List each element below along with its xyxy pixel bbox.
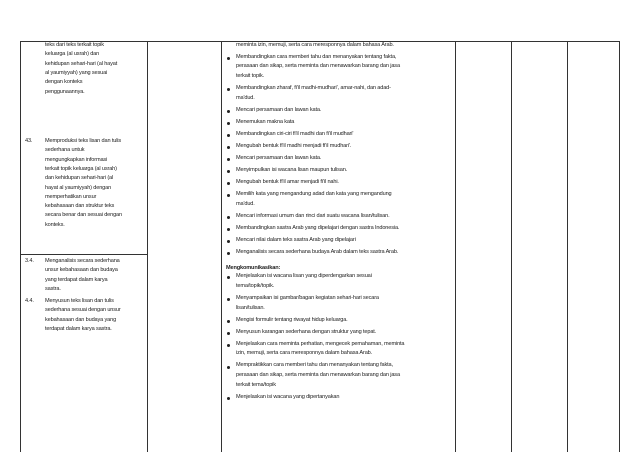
kd-line: kebahasaan dan struktur teks: [45, 203, 115, 210]
activities-cell: [226, 42, 454, 452]
activity-line: lisan/tulisan.: [236, 304, 265, 311]
kd-line: unsur kebahasaan dan budaya: [45, 267, 118, 274]
table-divider-4: [511, 41, 512, 452]
activity-line: Membandingkan cara memberi tahu dan menanyakan tentang fakta,: [236, 53, 397, 60]
bullet-icon: [227, 110, 230, 113]
bullet-icon: [227, 57, 230, 60]
kd-line: memperhatikan unsur: [45, 193, 97, 200]
kd-cell-lower: [25, 258, 145, 338]
activity-line: Mencari informasi umum dan rinci dari suatu wacana lisan/tulisan.: [236, 212, 390, 219]
kd-line: terdapat dalam karya sastra.: [45, 325, 112, 332]
activity-line: Memilih kata yang mengandung adad dan kata yang mengandung: [236, 191, 392, 197]
bullet-icon: [227, 134, 230, 137]
bullet-icon: [227, 366, 230, 369]
activity-line: Mencari persamaan dan lawan kata.: [236, 107, 322, 113]
bullet-icon: [227, 332, 230, 335]
bullet-icon: [227, 228, 230, 231]
bullet-icon: [227, 146, 230, 149]
activity-line: Mempraktikkan cara memberi tahu dan menanyakan tentang fakta,: [236, 362, 393, 369]
kd-line: teks dari teks terkait topik: [45, 42, 104, 48]
bullet-icon: [227, 170, 230, 173]
kd-line: kebahasaan dan budaya yang: [45, 316, 117, 323]
kd-line: Menyusun teks lisan dan tulis: [45, 298, 114, 304]
activity-line: Mencari nilai dalam teks sastra Arab yang dipelajari: [236, 236, 356, 243]
kd-line: mengungkapkan informasi: [45, 156, 108, 163]
activity-line: Membandingkan sastra Arab yang dipelajari dengan sastra Indonesia.: [236, 224, 400, 231]
kd-line: secara benar dan sesuai dengan: [45, 212, 122, 219]
bullet-icon: [227, 320, 230, 323]
activity-line: perasaan dan sikap, serta meminta dan menawarkan barang dan jasa: [236, 372, 400, 379]
table-divider-3: [455, 41, 456, 452]
bullet-icon: [227, 216, 230, 219]
bullet-icon: [227, 122, 230, 125]
activity-line: Menyusun karangan sederhana dengan struktur yang tepat.: [236, 328, 377, 335]
bullet-icon: [227, 252, 230, 255]
kd-line: al yaumiyyah) yang sesuai: [45, 69, 108, 76]
kd-line: hayat al yaumiyyah) dengan: [45, 184, 112, 191]
table-border-left: [20, 41, 21, 452]
kd-line: sastra.: [45, 285, 61, 292]
kd-line: konteks.: [45, 221, 65, 228]
kd-number: 3.4.: [25, 258, 34, 264]
kd-line: terkait topik keluarga (al usrah): [45, 165, 117, 172]
kd-line: dan kehidupan sehari-hari (al: [45, 175, 114, 182]
activity-line: izin, memuji, serta cara meresponnya dalam bahasa Arab.: [236, 350, 373, 357]
kd-number: 4.4.: [25, 298, 34, 304]
activity-line: ma'dud.: [236, 95, 255, 101]
table-border-right: [619, 41, 620, 452]
bullet-icon: [227, 88, 230, 91]
kd-line: dengan konteks: [45, 79, 83, 86]
table-divider-5: [567, 41, 568, 452]
activity-line: Menyimpulkan isi wacana lisan maupun tulisan.: [236, 167, 348, 173]
activity-line: Menjelaskan isi wacana yang dipertanyakan: [236, 393, 340, 400]
bullet-icon: [227, 240, 230, 243]
bullet-icon: [227, 276, 230, 279]
bullet-icon: [227, 182, 230, 185]
bullet-icon: [227, 194, 230, 197]
activity-line: Menjelaskan isi wacana lisan yang diperdengarkan sesuai: [236, 273, 372, 280]
bullet-icon: [227, 344, 230, 347]
section-heading: Mengkomunikasikan:: [226, 264, 281, 271]
kd-line: yang terdapat dalam karya: [45, 276, 108, 283]
activity-line: tema/topik/topik.: [236, 283, 275, 289]
activity-line: Mengubah bentuk fi'il madhi menjadi fi'il mudhari'.: [236, 143, 352, 149]
activity-intro-line: meminta izin, memuji, serta cara meresponnya dalam bahasa Arab.: [236, 42, 394, 48]
kd-line: Memproduksi teks lisan dan tulis: [45, 138, 122, 144]
activity-line: Menemukan makna kata: [236, 119, 295, 125]
kd-number: 43.: [25, 138, 33, 144]
activity-line: Mengisi formulir tentang riwayat hidup keluarga.: [236, 316, 348, 323]
activity-line: Mengubah bentuk fi'il amar menjadi fi'il nahi.: [236, 179, 339, 185]
kd-line: Menganalisis secara sederhana: [45, 258, 120, 264]
kd-cell-upper: [25, 42, 145, 252]
kd-line: sederhana untuk: [45, 147, 85, 154]
bullet-icon: [227, 397, 230, 400]
row-divider: [20, 254, 148, 255]
activity-line: ma'dud.: [236, 200, 255, 207]
activity-line: perasaan dan sikap, serta meminta dan menawarkan barang dan jasa: [236, 63, 400, 70]
bullet-icon: [227, 158, 230, 161]
activity-line: Menjelaskan cara meminta perhatian, mengecek pemahaman, meminta: [236, 340, 405, 347]
kd-line: penggunaannya.: [45, 88, 85, 95]
bullet-icon: [227, 298, 230, 301]
activity-line: Mencari persamaan dan lawan kata.: [236, 155, 322, 161]
activity-line: Membandingkan ciri-ciri fi'il madhi dan fi'il mudhari': [236, 131, 354, 137]
activity-line: Menganalisis secara sederhana budaya Arab dalam teks sastra Arab.: [236, 248, 399, 255]
table-divider-1: [147, 41, 148, 452]
kd-line: keluarga (al usrah) dan: [45, 51, 100, 58]
activity-line: Membandingkan zharaf, fi'il madhi-mudhari', amar-nahi, dan adad-: [236, 85, 391, 92]
activity-line: Menyampaikan isi gambar/bagan kegiatan sehari-hari secara: [236, 295, 379, 301]
activity-line: terkait topik.: [236, 73, 265, 79]
activity-line: terkait tema/topik: [236, 381, 276, 388]
kd-line: sederhana sesuai dengan unsur: [45, 307, 121, 314]
table-divider-2: [221, 41, 222, 452]
kd-line: kehidupan sehari-hari (al hayat: [45, 60, 118, 67]
